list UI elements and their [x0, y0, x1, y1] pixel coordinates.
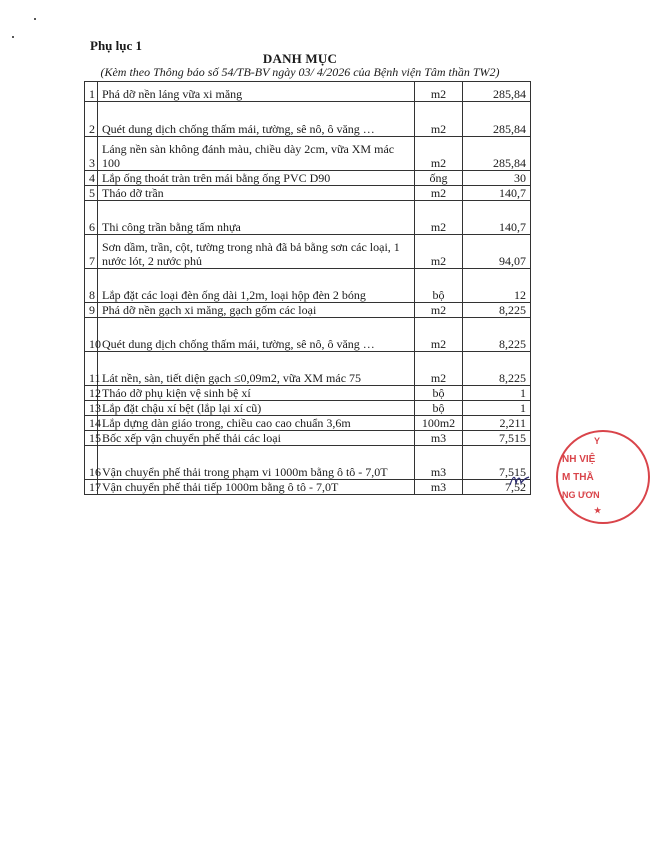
scan-dot	[12, 36, 14, 38]
table-row	[85, 480, 531, 495]
initials-signature-icon	[508, 472, 530, 488]
unit-cell: m2	[415, 82, 463, 102]
quantity-cell: 2,211	[463, 416, 531, 431]
item-description: Vận chuyển phế thải trong phạm vi 1000m bằng ô tô - 7,0T	[98, 446, 415, 480]
row-number: 8	[85, 269, 98, 303]
scan-dot	[34, 18, 36, 20]
row-number: 16	[85, 446, 98, 480]
item-description: Thi công trần bằng tấm nhựa	[98, 201, 415, 235]
unit-cell: m2	[415, 186, 463, 201]
quantity-cell: 7,515	[463, 446, 531, 480]
appendix-label: Phụ lục 1	[90, 38, 143, 53]
seal-star-icon: ★	[594, 506, 602, 515]
item-description: Lắp đặt chậu xí bệt (lắp lại xí cũ)	[98, 401, 415, 416]
table-row	[85, 401, 531, 416]
unit-cell: m2	[415, 235, 463, 269]
row-number: 11	[85, 352, 98, 386]
quantity-cell: 7,515	[463, 431, 531, 446]
quantity-cell: 8,225	[463, 303, 531, 318]
quantity-cell: 8,225	[463, 318, 531, 352]
seal-text-1: NH VIỆ	[562, 454, 596, 465]
table-row	[85, 386, 531, 401]
quantity-cell: 30	[463, 171, 531, 186]
item-description: Tháo dỡ trần	[98, 186, 415, 201]
unit-cell: m2	[415, 102, 463, 137]
quantity-cell: 7,52	[463, 480, 531, 495]
table-row	[85, 137, 531, 171]
table-row	[85, 352, 531, 386]
unit-cell: m3	[415, 480, 463, 495]
quantity-cell: 285,84	[463, 102, 531, 137]
unit-cell: bộ	[415, 401, 463, 416]
row-number: 10	[85, 318, 98, 352]
seal-text-2: M THẦ	[562, 472, 594, 483]
item-description: Sơn dầm, trần, cột, tường trong nhà đã bả bằng sơn các loại, 1 nước lót, 2 nước phủ	[98, 235, 415, 269]
table-row	[85, 303, 531, 318]
row-number: 6	[85, 201, 98, 235]
table-row	[85, 269, 531, 303]
quantity-cell: 8,225	[463, 352, 531, 386]
unit-cell: m2	[415, 201, 463, 235]
unit-cell: m2	[415, 303, 463, 318]
quantity-cell: 285,84	[463, 137, 531, 171]
table-row	[85, 171, 531, 186]
row-number: 15	[85, 431, 98, 446]
item-description: Lát nền, sàn, tiết diện gạch ≤0,09m2, vữa XM mác 75	[98, 352, 415, 386]
quantity-cell: 12	[463, 269, 531, 303]
unit-cell: m2	[415, 137, 463, 171]
item-description: Vận chuyển phế thải tiếp 1000m bằng ô tô - 7,0T	[98, 480, 415, 495]
unit-cell: m2	[415, 352, 463, 386]
document-subtitle: (Kèm theo Thông báo số 54/TB-BV ngày 03/ 4/2026 của Bệnh viện Tâm thần TW2)	[100, 65, 500, 79]
item-description: Quét dung dịch chống thấm mái, tường, sê nô, ô văng …	[98, 318, 415, 352]
unit-cell: m3	[415, 431, 463, 446]
item-description: Quét dung dịch chống thấm mái, tường, sê nô, ô văng …	[98, 102, 415, 137]
table-row	[85, 235, 531, 269]
table-row	[85, 186, 531, 201]
item-description: Lắp ống thoát tràn trên mái bằng ống PVC D90	[98, 171, 415, 186]
official-seal	[556, 430, 650, 524]
item-description: Lắp đặt các loại đèn ống dài 1,2m, loại hộp đèn 2 bóng	[98, 269, 415, 303]
unit-cell: 100m2	[415, 416, 463, 431]
quantity-cell: 140,7	[463, 201, 531, 235]
item-description: Tháo dỡ phụ kiện vệ sinh bệ xí	[98, 386, 415, 401]
table-row	[85, 431, 531, 446]
row-number: 7	[85, 235, 98, 269]
items-table	[84, 81, 531, 495]
unit-cell: m3	[415, 446, 463, 480]
row-number: 13	[85, 401, 98, 416]
item-description: Lắp dựng dàn giáo trong, chiều cao cao chuẩn 3,6m	[98, 416, 415, 431]
unit-cell: ống	[415, 171, 463, 186]
row-number: 1	[85, 82, 98, 102]
quantity-cell: 140,7	[463, 186, 531, 201]
row-number: 5	[85, 186, 98, 201]
quantity-cell: 285,84	[463, 82, 531, 102]
table-row	[85, 82, 531, 102]
row-number: 14	[85, 416, 98, 431]
quantity-cell: 1	[463, 401, 531, 416]
row-number: 2	[85, 102, 98, 137]
table-row	[85, 416, 531, 431]
item-description: Láng nền sàn không đánh màu, chiều dày 2cm, vữa XM mác 100	[98, 137, 415, 171]
row-number: 12	[85, 386, 98, 401]
table-row	[85, 102, 531, 137]
item-description: Bốc xếp vận chuyển phế thải các loại	[98, 431, 415, 446]
item-description: Phá dỡ nền gạch xi măng, gạch gốm các loại	[98, 303, 415, 318]
row-number: 9	[85, 303, 98, 318]
document-title: DANH MỤC	[262, 51, 338, 66]
item-description: Phá dỡ nền láng vữa xi măng	[98, 82, 415, 102]
unit-cell: m2	[415, 318, 463, 352]
table-row	[85, 201, 531, 235]
seal-text-top: Y	[594, 436, 601, 446]
seal-text-3: NG ƯƠN	[562, 490, 600, 500]
quantity-cell: 1	[463, 386, 531, 401]
table-row	[85, 318, 531, 352]
row-number: 17	[85, 480, 98, 495]
row-number: 3	[85, 137, 98, 171]
quantity-cell: 94,07	[463, 235, 531, 269]
unit-cell: bộ	[415, 269, 463, 303]
table-row	[85, 446, 531, 480]
row-number: 4	[85, 171, 98, 186]
unit-cell: bộ	[415, 386, 463, 401]
